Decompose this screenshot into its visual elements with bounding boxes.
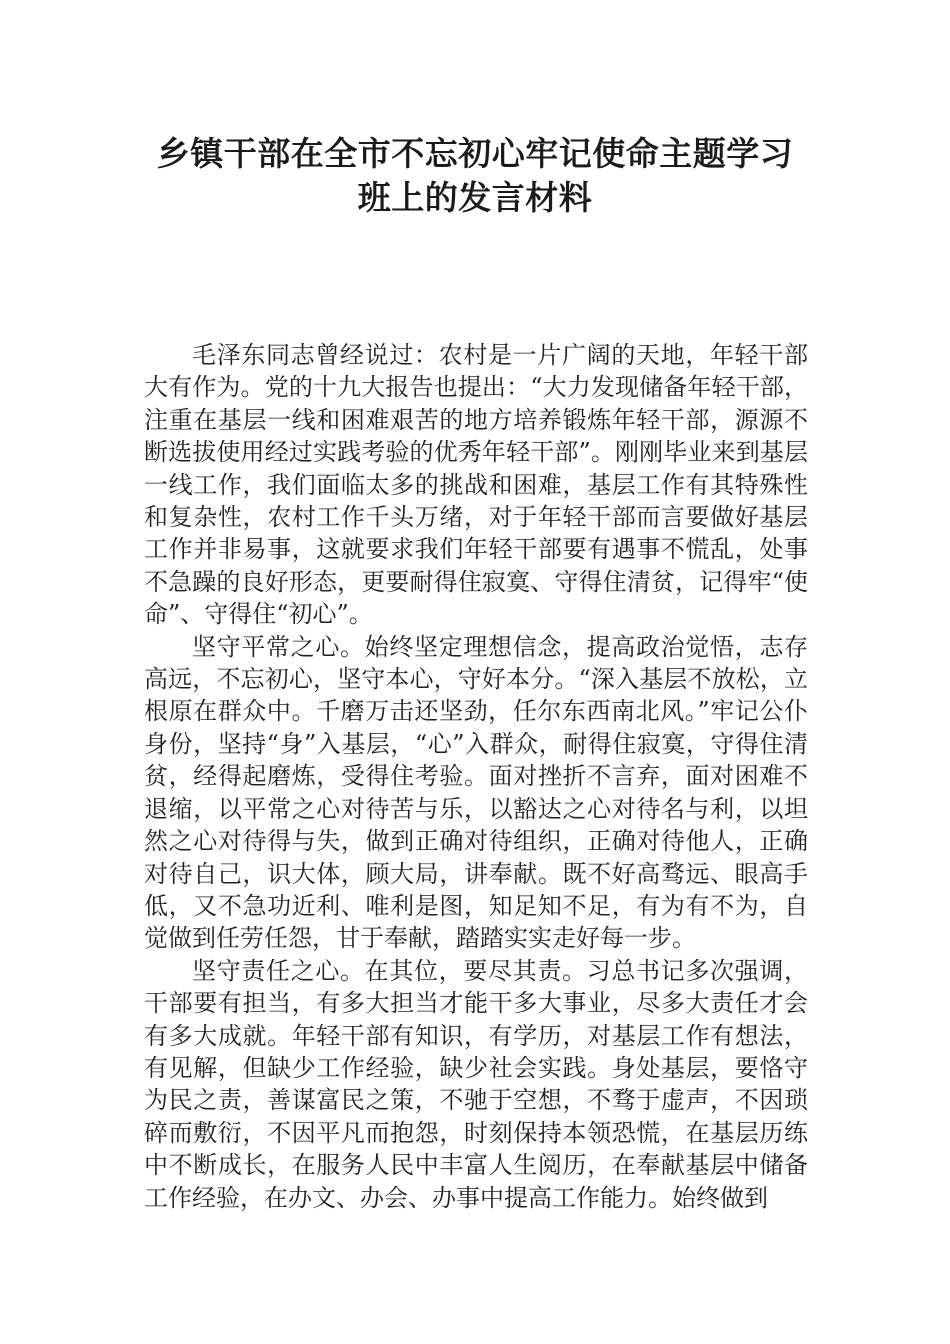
paragraph-intro: 毛泽东同志曾经说过：农村是一片广阔的天地，年轻干部大有作为。党的十九大报告也提出：“大力发现储备年轻干部，注重在基层一线和困难艰苦的地方培养锻炼年轻干部，源源不断选拔使用经过实践考验的优秀年轻干部”。刚刚毕业来到基层一线工作，我们面临太多的挑战和困难，基层工作有其特殊性和复杂性，农村工作千头万绪，对于年轻干部而言要做好基层工作并非易事，这就要求我们年轻干部要有遇事不慌乱，处事不急躁的良好形态，更要耐得住寂寞、守得住清贫，记得牢“使命”、守得住“初心”。 [144,341,808,629]
title-line-2: 班上的发言材料 [357,178,593,217]
document-body [144,339,808,1214]
paragraph-responsibility-heart: 坚守责任之心。在其位，要尽其责。习总书记多次强调，干部要有担当，有多大担当才能干多大事业，尽多大责任才会有多大成就。年轻干部有知识，有学历，对基层工作有想法，有见解，但缺少工作经验，缺少社会实践。身处基层，要恪守为民之责，善谋富民之策，不驰于空想，不骛于虚声，不因琐碎而敷衍，不因平凡而抱怨，时刻保持本领恐慌，在基层历练中不断成长，在服务人民中丰富人生阅历，在奉献基层中储备工作经验，在办文、办会、办事中提高工作能力。始终做到 [144,956,808,1212]
title-line-1: 乡镇干部在全市不忘初心牢记使命主题学习 [156,134,794,173]
paragraph-ordinary-heart: 坚守平常之心。始终坚定理想信念，提高政治觉悟，志存高远，不忘初心，坚守本心，守好本分。“深入基层不放松，立根原在群众中。千磨万击还坚劲，任尔东西南北风。”牢记公仆身份，坚持“身”入基层，“心”入群众，耐得住寂寞，守得住清贫，经得起磨炼，受得住考验。面对挫折不言弃，面对困难不退缩，以平常之心对待苦与乐，以豁达之心对待名与利，以坦然之心对待得与失，做到正确对待组织，正确对待他人，正确对待自己，识大体，顾大局，讲奉献。既不好高骛远、眼高手低，又不急功近利、唯利是图，知足知不足，有为有不为，自觉做到任劳任怨，甘于奉献，踏踏实实走好每一步。 [144,632,808,953]
document-title [110,132,840,220]
